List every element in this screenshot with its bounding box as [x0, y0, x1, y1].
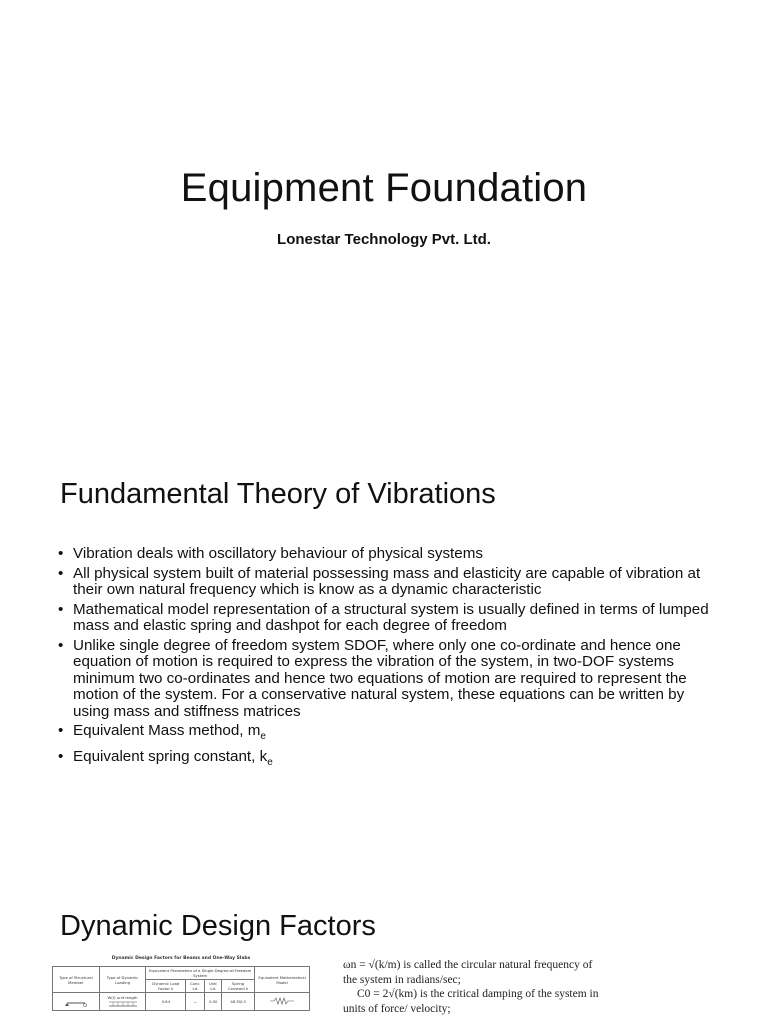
- table-header: Type of Structural Member: [53, 967, 100, 993]
- equation-line: units of force/ velocity;: [343, 1002, 451, 1015]
- list-item: • All physical system built of material possessing mass and elasticity are capable of vibration at their own natural frequency which is know as a dynamic characteristic: [58, 566, 718, 599]
- spring-model-icon: [269, 997, 295, 1005]
- equation-line: C0 = 2√(km) is the critical damping of the system in: [357, 988, 599, 1001]
- list-item: • Vibration deals with oscillatory behaviour of physical systems: [58, 546, 718, 563]
- table-cell: 48 EI/L3: [222, 993, 255, 1011]
- equation-excerpt: [343, 958, 643, 1016]
- table-cell: [99, 993, 146, 1011]
- equation-line: ωn = √(k/m) is called the circular natural frequency of: [343, 959, 593, 971]
- slide-vibration-theory: [0, 432, 768, 862]
- list-item-text: Equivalent spring constant, k: [73, 747, 268, 765]
- list-item-text: Equivalent Mass method, m: [73, 722, 261, 739]
- table-cell: 0.50: [205, 993, 222, 1011]
- list-item: • Mathematical model representation of a structural system is usually defined in terms of lumped mass and elastic spring and dashpot for each degree of freedom: [58, 602, 718, 635]
- subscript: e: [260, 731, 266, 742]
- table-header: Equivalent Parameters of a Single-Degree-of-Freedom System: [146, 967, 255, 980]
- equation-line: the system in radians/sec;: [343, 973, 461, 986]
- table-cell: [53, 993, 100, 1011]
- list-item: [58, 723, 718, 746]
- design-factor-table: [52, 966, 310, 1011]
- design-factor-table-image: [52, 956, 310, 1024]
- slide-heading: Dynamic Design Factors: [60, 910, 376, 942]
- table-cell: —: [186, 993, 205, 1011]
- slide-heading: Fundamental Theory of Vibrations: [60, 478, 496, 510]
- beam-diagram-icon: [65, 994, 87, 1008]
- page-title: Equipment Foundation: [180, 166, 588, 210]
- list-item: [58, 749, 718, 772]
- table-header: Spring Constant k: [222, 980, 255, 993]
- slide-title-page: [0, 0, 768, 430]
- table-caption: Dynamic Design Factors for Beams and One-Way Slabs: [111, 956, 251, 961]
- load-note: W(t) unit length: [107, 994, 138, 1000]
- table-header: Conc. Ld.: [186, 980, 205, 993]
- table-header: Dynamic Load Factor k: [146, 980, 186, 993]
- company-subtitle: Lonestar Technology Pvt. Ltd.: [277, 231, 491, 248]
- table-header: Equivalent Mathematical Model: [255, 967, 310, 993]
- list-item: • Unlike single degree of freedom system SDOF, where only one co-ordinate and hence one equation of motion is required to express the vibration of the system, in two-DOF systems minimum two co-ordinates and hence two equations of motion are required to represent the motion of the system. For a conservative natural system, these equations can be written by using mass and stiffness matrices: [58, 638, 718, 721]
- slide-dynamic-design-factors: [0, 864, 768, 1024]
- distributed-load-icon: [108, 1000, 138, 1008]
- subscript: e: [267, 756, 273, 768]
- table-cell: 0.64: [146, 993, 186, 1011]
- table-row: [53, 967, 310, 980]
- bullet-list: [58, 546, 718, 774]
- table-header: Unif. Ld.: [205, 980, 222, 993]
- table-cell: [255, 993, 310, 1011]
- table-row: [53, 993, 310, 1011]
- table-header: Type of Dynamic Loading: [99, 967, 146, 993]
